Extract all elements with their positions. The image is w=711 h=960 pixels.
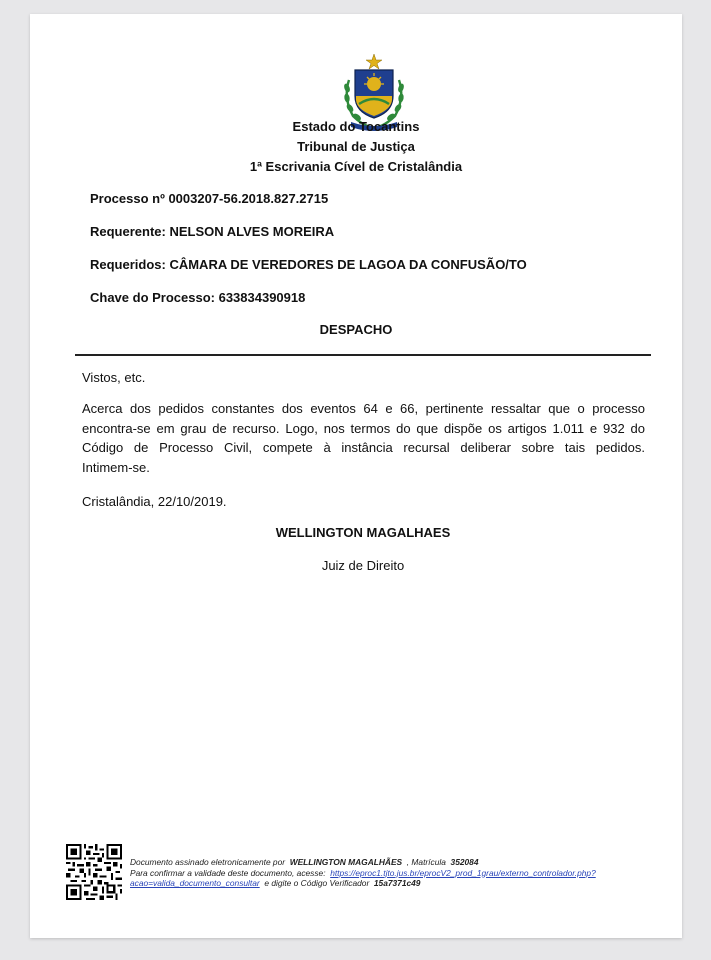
document-page	[30, 14, 682, 938]
header-office: 1ª Escrivania Cível de Cristalândia	[249, 159, 463, 174]
paragraph-line: Código de Processo Civil, compete à instância recursal deliberar sobre tais pedidos.	[82, 440, 645, 455]
qr-code-icon	[66, 844, 122, 900]
footer-code-prefix: e digite o Código Verificador	[264, 878, 370, 888]
footer-line-1	[130, 857, 596, 868]
footer-line-3	[130, 878, 596, 889]
footer-signed-prefix: Documento assinado eletronicamente por	[130, 857, 286, 867]
footer-confirm-prefix: Para confirmar a validade deste documento, acesse:	[130, 867, 326, 878]
field-requerente: Requerente: NELSON ALVES MOREIRA	[90, 224, 335, 239]
validation-link-continued[interactable]: acao=valida_documento_consultar	[130, 878, 260, 888]
paragraph-line: Intimem-se.	[82, 459, 150, 475]
paragraph-line: encontra-se em grau de recurso. Logo, nos termos do que dispõe os artigos 1.011 e 932 do	[82, 420, 645, 436]
electronic-signature-footer	[130, 857, 596, 889]
footer-line-2	[130, 868, 596, 879]
signer-role: Juiz de Direito	[321, 558, 405, 573]
header-court: Tribunal de Justiça	[297, 139, 415, 154]
field-chave: Chave do Processo: 633834390918	[90, 290, 306, 305]
field-requeridos: Requeridos: CÂMARA DE VEREDORES DE LAGOA DA CONFUSÃO/TO	[90, 257, 527, 272]
place-date: Cristalândia, 22/10/2019.	[82, 494, 227, 509]
header-state: Estado do Tocantins	[292, 119, 420, 134]
paragraph-line: Acerca dos pedidos constantes dos eventos 64 e 66, pertinente ressaltar que o processo	[82, 401, 645, 416]
vistos-text: Vistos, etc.	[82, 370, 146, 385]
footer-matricula-label: , Matrícula	[406, 857, 446, 867]
body-paragraph	[82, 399, 645, 477]
footer-matricula: 352084	[450, 857, 479, 867]
verification-code: 15a7371c49	[373, 878, 421, 888]
field-processo: Processo nº 0003207-56.2018.827.2715	[90, 191, 329, 206]
footer-signer: WELLINGTON MAGALHÃES	[289, 857, 403, 867]
signer-name: WELLINGTON MAGALHAES	[275, 525, 451, 540]
document-title: DESPACHO	[319, 322, 393, 337]
divider	[75, 354, 651, 356]
validation-link[interactable]: https://eproc1.tjto.jus.br/eprocV2_prod_1grau/externo_controlador.php?	[330, 867, 596, 878]
